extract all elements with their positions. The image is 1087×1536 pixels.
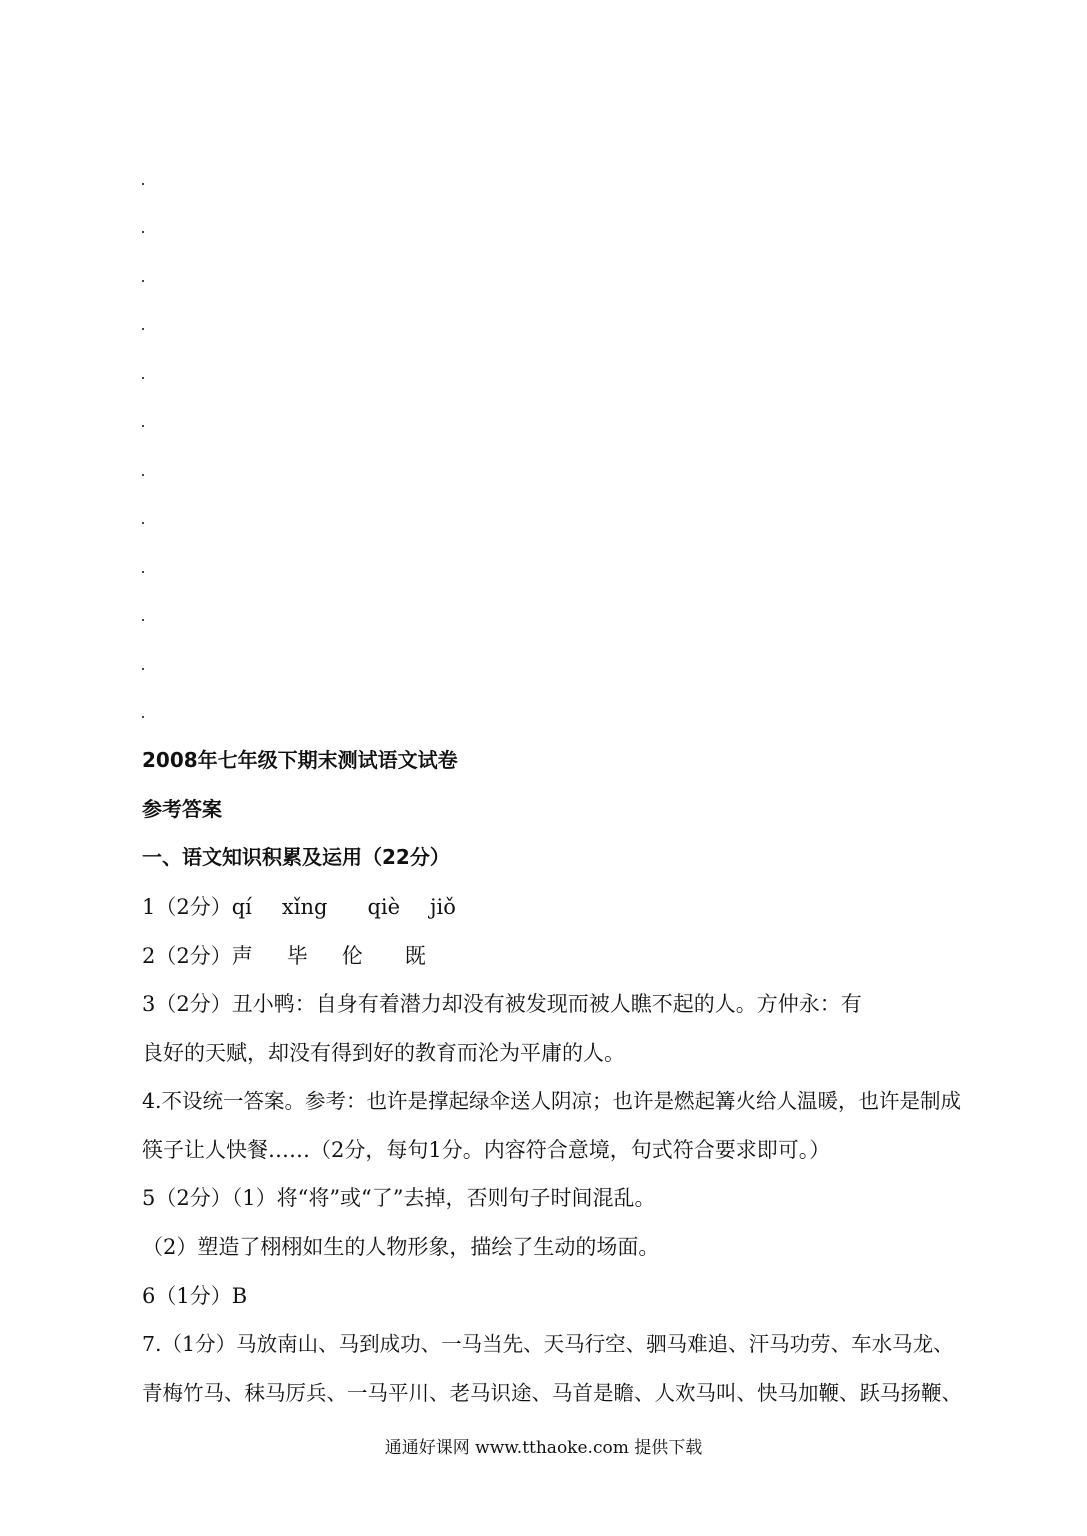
line-marker [142, 183, 144, 185]
line-marker [142, 522, 144, 524]
line-marker [142, 571, 144, 573]
char-3: 伦 [341, 944, 363, 968]
answer-2 [142, 942, 426, 970]
answer-2-prefix: 2（2分） [142, 944, 232, 968]
answer-5-line-2: （2）塑造了栩栩如生的人物形象，描绘了生动的场面。 [142, 1235, 660, 1259]
char-4: 既 [404, 944, 426, 968]
document-title: 2008年七年级下期末测试语文试卷 [142, 748, 458, 772]
answer-7-line-1: 7.（1分）马放南山、马到成功、一马当先、天马行空、驷马难追、汗马功劳、车水马龙、 [142, 1332, 954, 1356]
section-heading: 一、语文知识积累及运用（22分） [142, 845, 450, 869]
line-marker [142, 231, 144, 233]
line-marker [142, 328, 144, 330]
pinyin-2: xǐng [281, 895, 328, 919]
answer-3-line-2: 良好的天赋，却没有得到好的教育而沦为平庸的人。 [142, 1041, 625, 1065]
line-marker [142, 377, 144, 379]
answer-4-line-2: 筷子让人快餐……（2分，每句1分。内容符合意境，句式符合要求即可。） [142, 1138, 831, 1162]
char-1: 声 [231, 944, 253, 968]
answer-key-heading: 参考答案 [142, 797, 222, 821]
answer-1-prefix: 1（2分） [142, 895, 232, 919]
line-marker [142, 668, 144, 670]
answer-3-line-1: 3（2分）丑小鸭：自身有着潜力却没有被发现而被人瞧不起的人。方仲永：有 [142, 992, 862, 1016]
answer-7-line-2: 青梅竹马、秣马厉兵、一马平川、老马识途、马首是瞻、人欢马叫、快马加鞭、跃马扬鞭、 [142, 1381, 962, 1405]
char-2: 毕 [286, 944, 308, 968]
footer-credit: 通通好课网 www.tthaoke.com 提供下载 [384, 1438, 703, 1458]
pinyin-4: jiǒ [430, 895, 456, 919]
line-marker [142, 619, 144, 621]
line-marker [142, 425, 144, 427]
line-marker [142, 280, 144, 282]
answer-5-line-1: 5（2分）（1）将“将”或“了”去掉，否则句子时间混乱。 [142, 1186, 656, 1210]
answer-1 [142, 893, 456, 921]
answer-6: 6（1分）B [142, 1284, 248, 1308]
pinyin-3: qiè [367, 895, 401, 919]
pinyin-1: qí [231, 895, 252, 919]
line-marker [142, 716, 144, 718]
answer-4-line-1: 4.不设统一答案。参考：也许是撑起绿伞送人阴凉；也许是燃起篝火给人温暖，也许是制成 [142, 1089, 962, 1113]
line-marker [142, 474, 144, 476]
